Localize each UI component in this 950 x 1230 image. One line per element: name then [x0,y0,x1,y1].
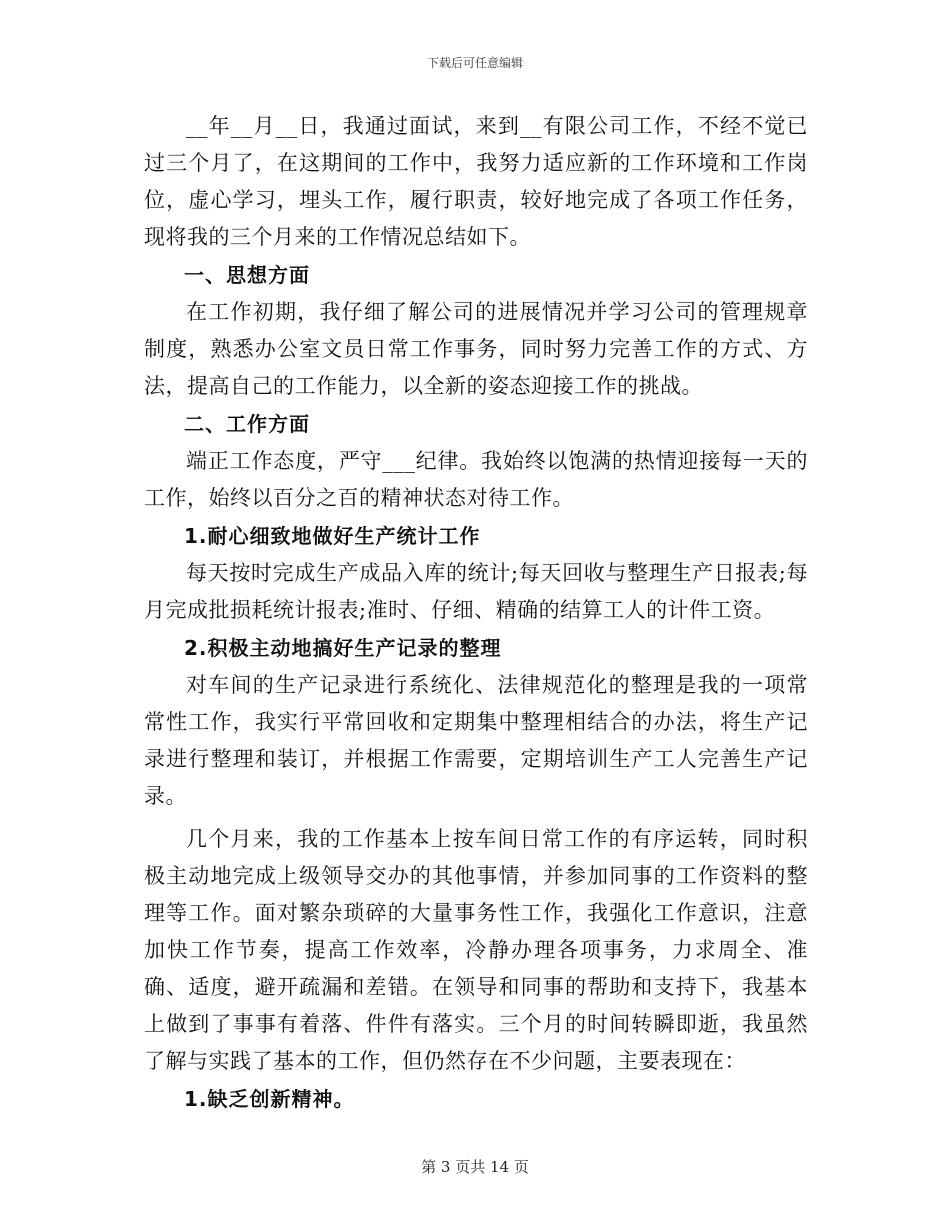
work-attitude-paragraph: 端正工作态度，严守___纪律。我始终以饱满的热情迎接每一天的工作，始终以百分之百的精神状态对待工作。 [144,449,808,510]
thinking-paragraph: 在工作初期，我仔细了解公司的进展情况并学习公司的管理规章制度，熟悉办公室文员日常工作事务，同时努力完善工作的方式、方法，提高自己的工作能力，以全新的姿态迎接工作的挑战。 [144,300,808,398]
intro-paragraph: __年__月__日，我通过面试，来到__有限公司工作，不经不觉已过三个月了，在这期间的工作中，我努力适应新的工作环境和工作岗位，虚心学习，埋头工作，履行职责，较好地完成了各项工作任务，现将我的三个月来的工作情况总结如下。 [144,114,808,249]
statistics-paragraph: 每天按时完成生产成品入库的统计;每天回收与整理生产日报表;每月完成批损耗统计报表;准时、仔细、精确的结算工人的计件工资。 [144,561,808,622]
page-number: 第 3 页共 14 页 [421,1158,529,1176]
records-paragraph: 对车间的生产记录进行系统化、法律规范化的整理是我的一项常常性工作，我实行平常回收和定期集中整理相结合的办法，将生产记录进行整理和装订，并根据工作需要，定期培训生产工人完善生产记录。 [144,673,808,808]
page-header: 下载后可任意编辑 [426,56,523,70]
subheading-innovation: 1.缺乏创新精神。 [184,1087,355,1111]
section-heading-work: 二、工作方面 [184,412,310,436]
subheading-statistics: 1.耐心细致地做好生产统计工作 [184,524,481,548]
document-body [144,108,808,1118]
summary-paragraph: 几个月来，我的工作基本上按车间日常工作的有序运转，同时积极主动地完成上级领导交办的其他事情，并参加同事的工作资料的整理等工作。面对繁杂琐碎的大量事务性工作，我强化工作意识，注意加快工作节奏，提高工作效率，冷静办理各项事务，力求周全、准确、适度，避开疏漏和差错。在领导和同事的帮助和支持下，我基本上做到了事事有着落、件件有落实。三个月的时间转瞬即逝，我虽然了解与实践了基本的工作，但仍然存在不少问题，主要表现在： [144,827,808,1073]
subheading-records: 2.积极主动地搞好生产记录的整理 [184,636,502,660]
section-heading-thinking: 一、思想方面 [184,263,310,287]
